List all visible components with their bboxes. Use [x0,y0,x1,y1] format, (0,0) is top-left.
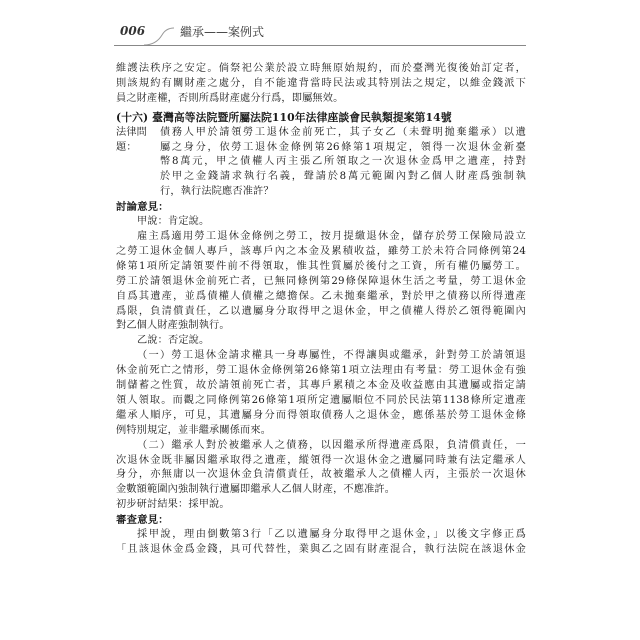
view-a-line: 之勞工退休金個人專戶，該專戶內之本金及累積收益，雖勞工於未符合同條例第24 [116,245,526,257]
view-b-line: （二）繼承人對於被繼承人之債務，以因繼承所得遺產爲限，負清償責任，一 [137,439,526,451]
view-a-line: 對乙個人財產強制執行。 [116,320,230,332]
review-paragraph [116,528,526,558]
view-b-paragraph-2 [116,439,526,499]
view-b-line: 制儲蓄之性質，故於請領前死亡者，其專戶累積之本金及收益應由其遺屬或指定請 [116,380,526,392]
view-a-label: 甲說：肯定說。 [137,216,210,228]
legal-question-label: 法律問題： [116,126,148,153]
page-body [116,62,526,558]
review-line: 「且該退休金爲金錢，具可代替性，業與乙之固有財產混合，執行法院在該退休金 [116,544,526,555]
review-line: 採甲說，理由倒數第3行「乙以遺屬身分取得甲之退休金，」以後文字修正爲 [137,529,526,541]
view-b-line: 領人領取。而觀之同條例第26條第1項所定遺屬順位不同於民法第1138條所定遺產 [116,394,526,406]
case-title: (十六) 臺灣高等法院暨所屬法院110年法律座談會民執類提案第14號 [116,110,452,124]
question-line: 行，執行法院應否准許？ [160,186,274,198]
view-b-paragraph-1 [116,349,526,438]
view-a-line: 條第1項所定請領要件前不得領取，惟其性質屬於後付之工資，所有權仍屬勞工。 [116,260,526,272]
view-b-line: 次退休金既非屬因繼承取得之遺產，縱領得一次退休金之遺屬同時兼有法定繼承人 [116,454,526,466]
view-a-line: 雇主爲適用勞工退休金條例之勞工，按月提繳退休金，儲存於勞工保險局設立 [137,230,526,242]
intro-paragraph [116,62,526,107]
view-b-line: （一）勞工退休金請求權具一身專屬性，不得讓與或繼承，針對勞工於請領退 [137,350,526,362]
preliminary-result: 初步研討結果：採甲說。 [116,499,230,511]
page-number: 006 [120,24,146,38]
view-a-line: 爲限，負清償責任，乙以遺屬身分取得甲之退休金，甲之債權人得於乙領得範圍內 [116,305,526,317]
intro-line: 員之財產權，否則所爲財產處分行爲，即屬無效。 [116,92,344,104]
view-a-line: 自爲其遺產，並爲債權人債權之總擔保。乙未拋棄繼承，對於甲之債務以所得遺產 [116,290,526,302]
header-rule [114,45,526,46]
view-b-line: 休金前死亡之情形，勞工退休金條例第26條第1項立法理由有考量：勞工退休金有強 [116,365,526,377]
question-line: 幣8萬元，甲之債權人丙主張乙所領取之一次退休金爲甲之遺產，持對 [160,156,526,168]
legal-question [116,126,526,201]
discussion-heading: 討論意見： [116,201,169,214]
view-b-line: 繼承人順序，可見，其遺屬身分而得領取債務人之退休金，應係基於勞工退休金條 [116,409,526,421]
review-heading: 審查意見： [116,514,169,527]
question-line: 屬之身分，依勞工退休金條例第26條第1項規定，領得一次退休金新臺 [160,141,526,153]
view-b-label: 乙說：否定說。 [137,335,210,347]
view-b-line: 金數額範圍內強制執行遺屬即繼承人乙個人財產，不應准許。 [116,484,396,496]
view-b-line: 身分，亦無庸以一次退休金負清償責任，故被繼承人之債權人丙，主張於一次退休 [116,469,526,481]
page-header [114,18,526,48]
question-line: 債務人甲於請領勞工退休金前死亡，其子女乙（未聲明拋棄繼承）以遺 [160,126,526,138]
chapter-title: 繼承——案例式 [180,25,265,39]
intro-line: 則該規約有關財產之處分，自不能違背當時民法或其特別法之規定，以維金錢派下 [116,77,526,89]
intro-line: 維護法秩序之安定。倘祭祀公業於設立時無原始規約，而於臺灣光復後始訂定者， [116,63,526,74]
view-a-line: 勞工於請領退休金前死亡者，已無同條例第29條保障退休生活之考量，勞工退休金 [116,275,526,287]
legal-question-body [160,126,526,201]
view-b-line: 例特別規定，並非繼承關係而來。 [116,424,272,436]
question-line: 於甲之金錢請求執行名義，聲請於8萬元範圍內對乙個人財產爲強制執 [160,171,526,183]
view-a-paragraph [116,230,526,334]
